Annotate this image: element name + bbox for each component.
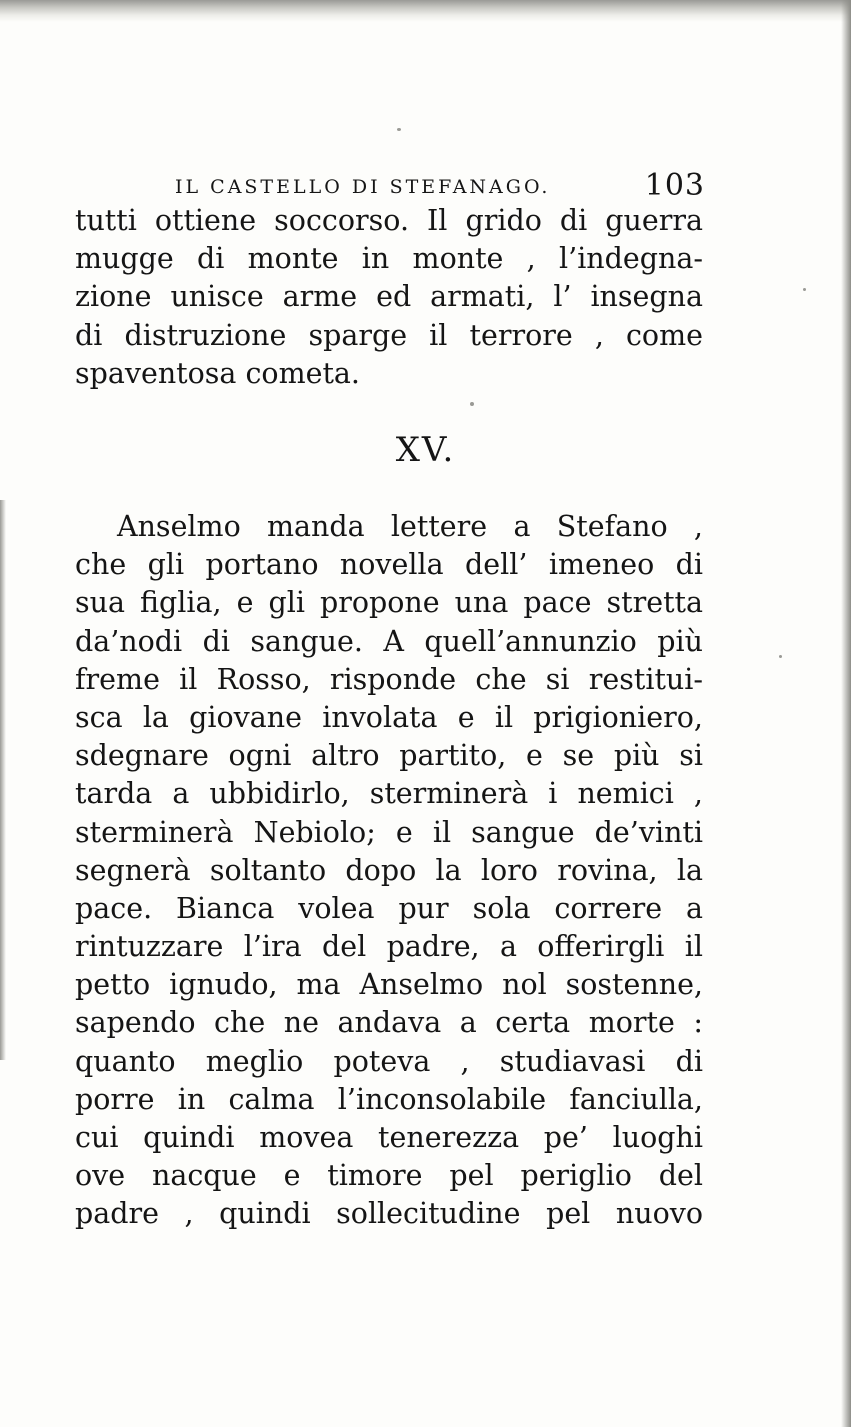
text-line: sca la giovane involata e il prigioniero, [75,700,703,734]
print-speck [470,402,474,406]
running-title: IL CASTELLO DI STEFANAGO. [175,176,551,198]
text-line: sapendo che ne andava a certa morte : [75,1006,703,1040]
section-heading: XV. [395,430,456,470]
text-line: sterminerà Nebiolo; e il sangue de’vinti [75,815,703,849]
text-line: segnerà soltanto dopo la loro rovina, la [75,853,703,887]
text-line: zione unisce arme ed armati, l’ insegna [75,280,703,314]
paragraph-1 [75,202,703,393]
print-speck [803,288,806,291]
text-line: Anselmo manda lettere a Stefano , [117,510,703,543]
text-line: pace. Bianca volea pur sola correre a [75,891,703,925]
text-line: petto ignudo, ma Anselmo nol sostenne, [75,968,703,1002]
text-line: da’nodi di sangue. A quell’annunzio più [75,624,703,658]
text-line: sdegnare ogni altro partito, e se più si [75,739,703,773]
text-line: sua figlia, e gli propone una pace stretta [75,586,703,620]
print-speck [397,128,401,131]
text-line: ove nacque e timore pel periglio del [75,1159,703,1193]
text-line: porre in calma l’inconsolabile fanciulla, [75,1082,703,1116]
text-line: cui quindi movea tenerezza pe’ luoghi [75,1121,703,1154]
text-line: mugge di monte in monte , l’indegna- [75,242,703,276]
page-number: 103 [644,168,705,203]
text-line: spaventosa cometa. [75,356,360,390]
text-line: tutti ottiene soccorso. Il grido di guerra [75,204,703,237]
text-line: di distruzione sparge il terrore , come [75,318,703,352]
page-top-edge-shadow [0,0,851,22]
print-speck [779,655,782,658]
text-line: tarda a ubbidirlo, sterminerà i nemici , [75,777,703,811]
text-line: che gli portano novella dell’ imeneo di [75,548,703,582]
text-line: freme il Rosso, risponde che si restitui- [75,662,703,696]
paragraph-2 [75,508,703,1234]
page-left-edge-shadow [0,500,6,1060]
text-line: quanto meglio poteva , studiavasi di [75,1044,703,1078]
text-line: padre , quindi sollecitudine pel nuovo [75,1197,703,1231]
page-right-edge-shadow [841,0,851,1427]
text-line: rintuzzare l’ira del padre, a offerirgli il [75,930,703,964]
